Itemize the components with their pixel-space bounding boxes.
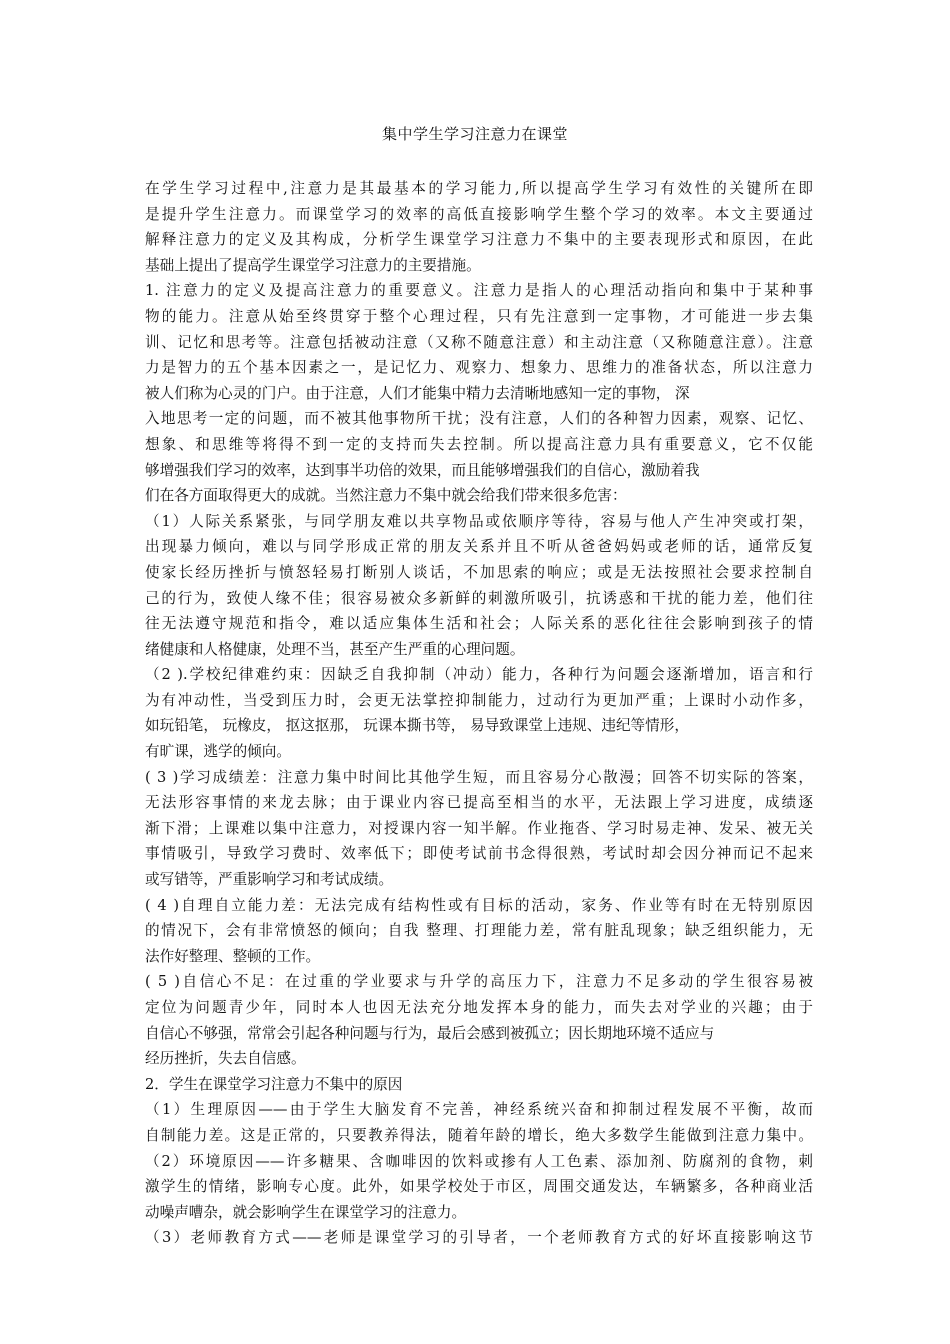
text-line: （2 ).学校纪律难约束：因缺乏自我抑制（冲动）能力，各种行为问题会逐渐增加，语言和行: [145, 666, 813, 684]
text-line: 自制能力差。这是正常的，只要教养得法，随着年龄的增长，绝大多数学生能做到注意力集中。: [145, 1126, 813, 1144]
text-line: 想象、和思维等将得不到一定的支持而失去控制。所以提高注意力具有重要意义，它不仅能: [145, 435, 813, 453]
text-line: 基础上提出了提高学生课堂学习注意力的主要措施。: [145, 256, 481, 274]
text-line: 们在各方面取得更大的成就。当然注意力不集中就会给我们带来很多危害：: [145, 487, 627, 505]
text-line: 激学生的情绪，影响专心度。此外，如果学校处于市区，周围交通发达，车辆繁多，各种商业活: [145, 1178, 813, 1196]
text-line: 渐下滑；上课难以集中注意力，对授课内容一知半解。作业拖沓、学习时易走神、发呆、被无关: [145, 819, 813, 837]
text-line: ( 4 )自理自立能力差：无法完成有结构性或有目标的活动，家务、作业等有时在无特别原因: [145, 896, 813, 914]
text-line: 自信心不够强，常常会引起各种问题与行为，最后会感到被孤立；因长期地环境不适应与: [145, 1024, 715, 1042]
text-line: 无法形容事情的来龙去脉；由于课业内容已提高至相当的水平，无法跟上学习进度，成绩逐: [145, 794, 813, 812]
text-line: 绪健康和人格健康，处理不当，甚至产生严重的心理问题。: [145, 640, 525, 658]
text-line: （2）环境原因——许多糖果、含咖啡因的饮料或掺有人工色素、添加剂、防腐剂的食物，刺: [145, 1152, 813, 1170]
text-line: 往无法遵守规范和指令，难以适应集体生活和社会；人际关系的恶化往往会影响到孩子的情: [145, 615, 813, 633]
text-line: 如玩铅笔， 玩橡皮， 抠这抠那， 玩课本撕书等， 易导致课堂上违规、违纪等情形，: [145, 717, 689, 735]
text-line: 使家长经历挫折与愤怒轻易打断别人谈话，不加思索的响应；或是无法按照社会要求控制自: [145, 563, 813, 581]
text-line: 有旷课，逃学的倾向。: [145, 743, 291, 761]
text-line: 被人们称为心灵的门户。由于注意，人们才能集中精力去清晰地感知一定的事物， 深: [145, 384, 690, 402]
text-line: 己的行为，致使人缘不佳；很容易被众多新鲜的刺激所吸引，抗诱惑和干扰的能力差，他们往: [145, 589, 813, 607]
text-line: 出现暴力倾向，难以与同学形成正常的朋友关系并且不听从爸爸妈妈或老师的话，通常反复: [145, 538, 813, 556]
text-line: （3）老师教育方式——老师是课堂学习的引导者，一个老师教育方式的好坏直接影响这节: [145, 1229, 813, 1247]
text-line: 力是智力的五个基本因素之一，是记忆力、观察力、想象力、思维力的准备状态，所以注意力: [145, 359, 813, 377]
text-line: 是提升学生注意力。而课堂学习的效率的高低直接影响学生整个学习的效率。本文主要通过: [145, 205, 813, 223]
text-line: 解释注意力的定义及其构成，分析学生课堂学习注意力不集中的主要表现形式和原因，在此: [145, 231, 813, 249]
text-line: （1）人际关系紧张，与同学朋友难以共享物品或依顺序等待，容易与他人产生冲突或打架，: [145, 512, 813, 530]
text-line: 1. 注意力的定义及提高注意力的重要意义。注意力是指人的心理活动指向和集中于某种事: [145, 282, 813, 300]
text-line: ( 3 )学习成绩差：注意力集中时间比其他学生短，而且容易分心散漫；回答不切实际的答案，: [145, 768, 813, 786]
text-line: 入地思考一定的问题，而不被其他事物所干扰；没有注意，人们的各种智力因素，观察、记忆、: [145, 410, 813, 428]
text-line: ( 5 )自信心不足：在过重的学业要求与升学的高压力下，注意力不足多动的学生很容易被: [145, 973, 813, 991]
text-line: 够增强我们学习的效率，达到事半功倍的效果，而且能够增强我们的自信心，激励着我: [145, 461, 700, 479]
text-line: 或写错等，严重影响学习和考试成绩。: [145, 871, 394, 889]
text-line: 为有冲动性，当受到压力时，会更无法掌控抑制能力，过动行为更加严重；上课时小动作多，: [145, 691, 813, 709]
document-body: [145, 176, 813, 1251]
text-line: 法作好整理、整顿的工作。: [145, 947, 321, 965]
text-line: 训、记忆和思考等。注意包括被动注意（又称不随意注意）和主动注意（又称随意注意）。注意: [145, 333, 813, 351]
text-line: 的情况下，会有非常愤怒的倾向；自我 整理、打理能力差，常有脏乱现象；缺乏组织能力，无: [145, 922, 813, 940]
text-line: 在学生学习过程中,注意力是其最基本的学习能力,所以提高学生学习有效性的关键所在即: [145, 180, 813, 197]
text-line: 经历挫折，失去自信感。: [145, 1050, 306, 1068]
text-line: 定位为问题青少年，同时本人也因无法充分地发挥本身的能力，而失去对学业的兴趣；由于: [145, 999, 813, 1016]
document-title: 集中学生学习注意力在课堂: [381, 125, 568, 143]
text-line: （1）生理原因——由于学生大脑发育不完善，神经系统兴奋和抑制过程发展不平衡，故而: [145, 1101, 813, 1119]
text-line: 动噪声嘈杂，就会影响学生在课堂学习的注意力。: [145, 1203, 467, 1221]
text-line: 2．学生在课堂学习注意力不集中的原因: [145, 1075, 403, 1093]
text-line: 物的能力。注意从始至终贯穿于整个心理过程，只有先注意到一定事物，才可能进一步去集: [145, 307, 813, 325]
text-line: 事情吸引，导致学习费时、效率低下；即使考试前书念得很熟，考试时却会因分神而记不起来: [145, 845, 813, 863]
